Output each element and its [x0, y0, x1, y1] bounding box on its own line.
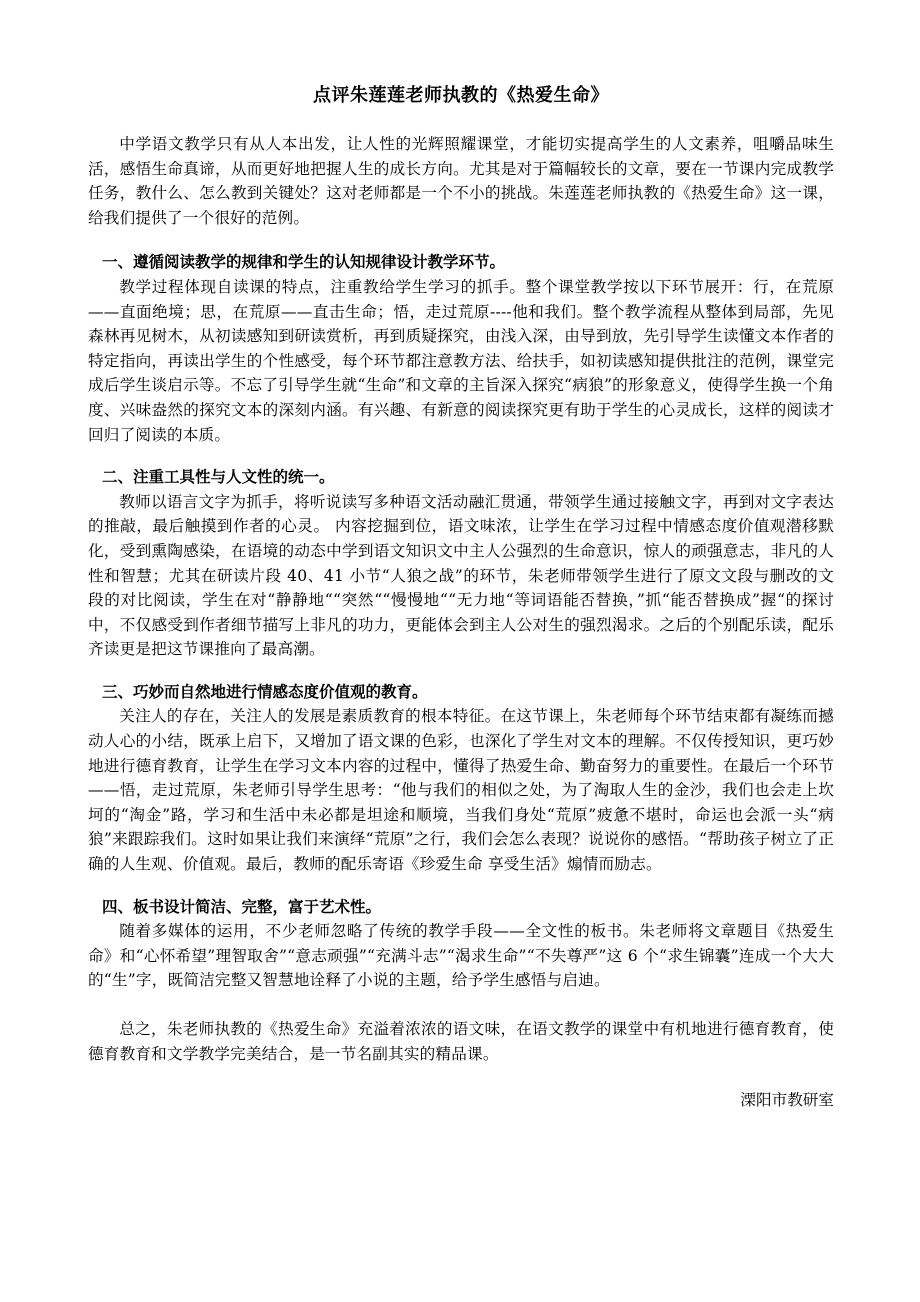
signature: 溧阳市教研室	[740, 1091, 834, 1110]
section-1	[88, 250, 834, 447]
section-body: 教学过程体现自读课的特点，注重教给学生学习的抓手。整个课堂教学按以下环节展开：行，在荒原——直面绝境；思，在荒原——直击生命；悟，走过荒原----他和我们。整个教学流程从整体到局部，先见森林再见树木，从初读感知到研读赏析，再到质疑探究，由浅入深，由导到放，先引导学生读懂文本作者的特定指向，再读出学生的个性感受，每个环节都注意教方法、给扶手，如初读感知提供批注的范例，课堂完成后学生谈启示等。不忘了引导学生就“生命”和文章的主旨深入探究“病狼”的形象意义，使得学生换一个角度、兴味盎然的探究文本的深刻内涵。有兴趣、有新意的阅读探究更有助于学生的心灵成长，这样的阅读才回归了阅读的本质。	[88, 277, 834, 444]
document-page	[88, 84, 834, 1112]
section-body: 随着多媒体的运用，不少老师忽略了传统的教学手段——全文性的板书。朱老师将文章题目《热爱生命》和“心怀希望”理智取舍”“意志顽强”“充满斗志”“渴求生命”“不失尊严”这 6 个“求生锦囊”连成一个大大的“生”字，既简洁完整又智慧地诠释了小说的主题，给予学生感悟与启迪。	[88, 922, 834, 990]
section-heading: 二、注重工具性与人文性的统一。	[102, 468, 335, 487]
document-title: 点评朱莲莲老师执教的《热爱生命》	[313, 85, 609, 106]
section-4	[88, 895, 834, 993]
section-heading: 四、板书设计简洁、完整，富于艺术性。	[102, 897, 382, 916]
intro-paragraph: 中学语文教学只有从人本出发，让人性的光辉照耀课堂，才能切实提高学生的人文素养，咀嚼品味生活，感悟生命真谛，从而更好地把握人生的成长方向。尤其是对于篇幅较长的文章，要在一节课内完成教学任务，教什么、怎么教到关键处？这对老师都是一个不小的挑战。朱莲莲老师执教的《热爱生命》这一课，给我们提供了一个很好的范例。	[88, 135, 834, 227]
section-body: 关注人的存在，关注人的发展是素质教育的根本特征。在这节课上，朱老师每个环节结束都有凝练而撼动人心的小结，既承上启下，又增加了语文课的色彩，也深化了学生对文本的理解。不仅传授知识，更巧妙地进行德育教育，让学生在学习文本内容的过程中，懂得了热爱生命、勤奋努力的重要性。在最后一个环节——悟，走过荒原，朱老师引导学生思考：“他与我们的相似之处，为了淘取人生的金沙，我们也会走上坎坷的“淘金”路，学习和生活中未必都是坦途和顺境，当我们身处“荒原”疲惫不堪时，命运也会派一头“病狼”来跟踪我们。这时如果让我们来演绎“荒原”之行，我们会怎么表现？说说你的感悟。“帮助孩子树立了正确的人生观、价值观。最后，教师的配乐寄语《珍爱生命 享受生活》煽情而励志。	[88, 707, 834, 874]
section-heading: 三、巧妙而自然地进行情感态度价值观的教育。	[102, 682, 428, 701]
section-3	[88, 680, 834, 877]
section-body: 教师以语言文字为抓手，将听说读写多种语文活动融汇贯通，带领学生通过接触文字，再到对文字表达的推敲，最后触摸到作者的心灵。 内容挖掘到位，语文味浓，让学生在学习过程中情感态度价值观潜移默化，受到熏陶感染，在语境的动态中学到语文知识文中主人公强烈的生命意识，惊人的顽强意志，非凡的人性和智慧；尤其在研读片段 40、41 小节“人狼之战”的环节，朱老师带领学生进行了原文文段与删改的文段的对比阅读，学生在对“静静地““突然““慢慢地““无力地“等词语能否替换，”抓“能否替换成”握“的探讨中，不仅感受到作者细节描写上非凡的功力，更能体会到主人公对生的强烈渴求。之后的个别配乐读，配乐齐读更是把这节课推向了最高潮。	[88, 492, 834, 659]
conclusion-paragraph: 总之，朱老师执教的《热爱生命》充溢着浓浓的语文味，在语文教学的课堂中有机地进行德育教育，使德育教育和文学教学完美结合，是一节名副其实的精品课。	[88, 1020, 834, 1063]
section-2	[88, 465, 834, 662]
section-heading: 一、遵循阅读教学的规律和学生的认知规律设计教学环节。	[102, 253, 506, 272]
